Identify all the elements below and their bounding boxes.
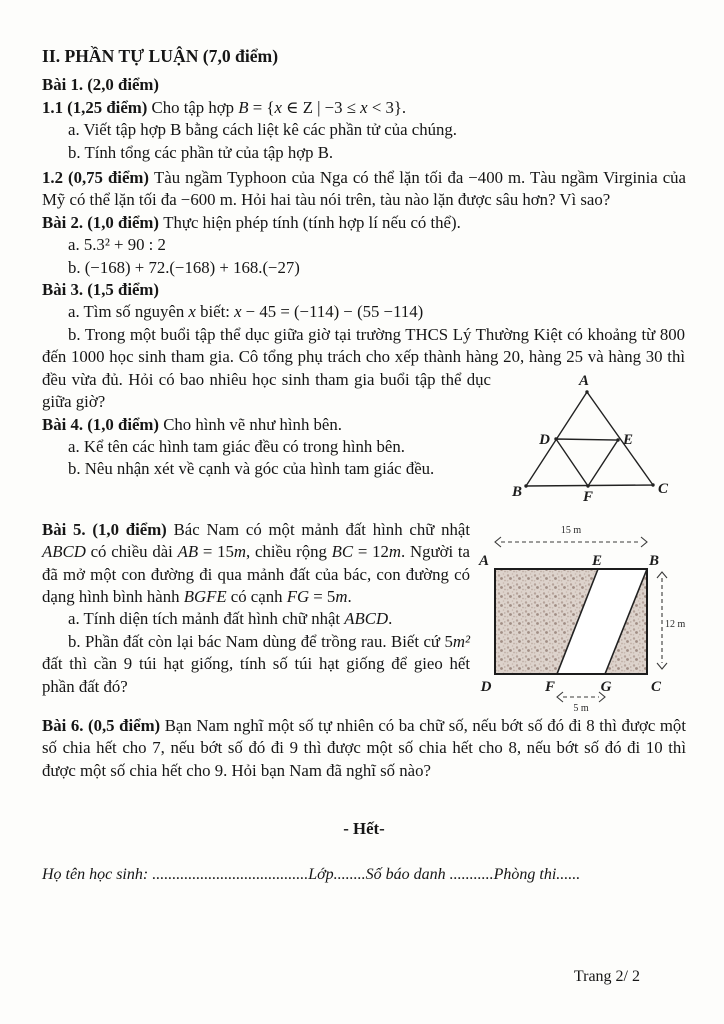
text-segment: a. Tính diện tích mảnh đất hình chữ nhật: [68, 609, 345, 629]
corner-label-d: D: [480, 678, 492, 695]
text-segment: a. Tìm số nguyên: [68, 302, 189, 322]
text-segment: b. Nêu nhận xét về cạnh và góc của hình tam giác đều.: [68, 459, 435, 479]
text-segment: Bài 4. (1,0 điểm): [42, 414, 164, 434]
text-segment: ABCD: [42, 542, 86, 562]
triangle-figure: [491, 369, 686, 504]
vertex-b-dot: [524, 484, 527, 487]
text-segment: b. (−168) + 72.(−168) + 168.(−27): [68, 257, 300, 277]
text-segment: có cạnh: [226, 586, 287, 606]
text-segment: Bài 2. (1,0 điểm): [42, 212, 164, 232]
corner-label-b: B: [648, 552, 660, 569]
text-segment: < 3}.: [367, 97, 407, 117]
edge-label-g: G: [600, 678, 612, 695]
text-segment: Bài 6. (0,5 điểm): [42, 715, 165, 735]
text-segment: Cho hình vẽ như hình bên.: [163, 414, 342, 434]
end-marker: - Hết-: [343, 818, 385, 838]
text-segment: a. Kể tên các hình tam giác đều có trong hình bên.: [68, 436, 405, 456]
triangle-figure-spacer: [685, 324, 686, 369]
vertex-label-f: F: [582, 488, 594, 504]
text-segment: BC: [331, 542, 354, 562]
text-segment: .: [388, 609, 393, 629]
text-segment: b. Phần đất còn lại bác Nam dùng để trồng rau. Biết cứ 5: [68, 631, 453, 651]
text-segment: Bạn Nam nghĩ một số tự nhiên có ba chữ số, nếu bớt số đó đi 8 thì được một số chia hết cho 7, nếu bớt số đó đi 9 thì được một số chia hết cho 8, nếu bớt số đó đi 10 thì được một số chia hết cho 9. Hỏi bạn Nam đã nghĩ số nào?: [42, 715, 686, 780]
exercise-1-title: [42, 74, 686, 96]
text-segment: biết:: [195, 302, 235, 322]
text-segment: = 5: [309, 586, 336, 606]
text-segment: = 12: [353, 542, 389, 562]
text-segment: FG: [286, 586, 310, 606]
text-segment: x: [234, 302, 242, 322]
arrowhead-right-icon: [641, 537, 647, 547]
arrowhead-down-icon: [657, 663, 667, 669]
vertex-label-e: E: [623, 431, 634, 448]
page-number: Trang 2/ 2: [573, 968, 640, 985]
text-segment: Thực hiện phép tính (tính hợp lí nếu có thể).: [163, 212, 461, 232]
exercise-1-1: [42, 97, 686, 119]
text-segment: = {: [248, 97, 275, 117]
vertex-e-dot: [616, 438, 619, 441]
text-segment: m: [335, 586, 348, 606]
text-segment: Bài 5. (1,0 điểm): [42, 519, 174, 539]
text-segment: b. Tính tổng các phần tử của tập hợp B.: [68, 142, 334, 162]
corner-label-c: C: [650, 678, 662, 695]
vertex-label-d: D: [539, 431, 550, 448]
vertex-c-dot: [651, 483, 654, 486]
vertex-label-c: C: [657, 480, 669, 497]
exercise-1-1-item-a: [42, 119, 686, 141]
text-segment: . Người ta đã mở một con đường đi qua mảnh đất của bác, con đường có dạng hình bình hành: [42, 542, 471, 606]
land-figure: [470, 519, 686, 715]
vertex-label-b: B: [511, 483, 523, 500]
dim-road-label: 5 m: [573, 702, 589, 714]
text-segment: m²: [452, 631, 470, 651]
land-figure-svg: [470, 519, 686, 715]
text-segment: a. 5.3² + 90 : 2: [68, 235, 166, 255]
text-segment: 1.1 (1,25 điểm): [42, 97, 152, 117]
exercise-5-block: [42, 519, 686, 714]
corner-label-a: A: [478, 552, 490, 569]
text-segment: x: [188, 302, 196, 322]
arrowhead-up-icon: [657, 572, 667, 578]
text-segment: m: [233, 542, 247, 562]
dim-height-label: 12 m: [665, 618, 686, 630]
exercise-6-intro: [42, 715, 686, 782]
exercise-1-2: [42, 167, 686, 212]
text-segment: b. Trong một buổi tập thể dục giữa giờ tại trường THCS Lý Thường Kiệt có khoảng từ 800 đến 1000 học sinh tham gia. Cô tổng phụ trách cho xếp thành hàng 20, hàng 25 và hàng 30 thì đều vừa đủ. Hỏi có bao nhiêu học sinh tham gia buổi tập thể dục giữa giờ?: [42, 324, 685, 412]
exercise-3-title: [42, 279, 686, 301]
text-segment: AB: [177, 542, 199, 562]
exercise-2-item-a: [42, 234, 686, 256]
edge-label-e: E: [591, 552, 603, 569]
text-segment: .: [347, 586, 352, 606]
text-segment: Bài 1. (2,0 điểm): [42, 75, 159, 95]
section-heading: [42, 45, 686, 67]
dim-width-label: 15 m: [560, 524, 582, 536]
arrowhead-left-icon: [495, 537, 501, 547]
text-segment: ABCD: [344, 609, 389, 629]
exercise-1-1-item-b: [42, 142, 686, 164]
triangle-def: [556, 439, 618, 486]
exercise-2-intro: [42, 212, 686, 234]
vertex-label-a: A: [578, 372, 590, 389]
vertex-a-dot: [585, 390, 588, 393]
vertex-f-dot: [586, 484, 589, 487]
edge-label-f: F: [544, 678, 556, 695]
vertex-d-dot: [554, 437, 557, 440]
text-segment: Tàu ngầm Typhoon của Nga có thể lặn tối đa −400 m. Tàu ngầm Virginia của Mỹ có thể lặn tối đa −600 m. Hỏi hai tàu nói trên, tàu nào lặn được sâu hơn? Vì sao?: [42, 168, 686, 210]
text-segment: a. Viết tập hợp B bằng cách liệt kê các phần tử của chúng.: [68, 120, 457, 140]
text-segment: B: [238, 97, 249, 117]
exercise-2-item-b: [42, 257, 686, 279]
text-segment: Bài 3. (1,5 điểm): [42, 280, 159, 300]
text-segment: II. PHẦN TỰ LUẬN (7,0 điểm): [42, 46, 279, 66]
text-segment: x: [360, 97, 368, 117]
text-segment: m: [388, 542, 402, 562]
text-segment: = 15: [198, 542, 234, 562]
arrowhead-road-left-icon: [557, 692, 563, 702]
text-segment: Cho tập hợp: [151, 97, 239, 117]
text-segment: , chiều rộng: [246, 542, 332, 562]
text-segment: x: [274, 97, 282, 117]
text-segment: ∈ Z | −3 ≤: [281, 97, 361, 117]
text-segment: Bác Nam có một mảnh đất hình chữ nhật: [173, 519, 470, 539]
triangle-figure-svg: [504, 369, 676, 504]
text-segment: có chiều dài: [85, 542, 178, 562]
text-segment: BGFE: [183, 586, 227, 606]
student-info-line: Họ tên học sinh: .......................................Lớp........Số báo danh ...........Phòng thi......: [42, 866, 581, 884]
text-segment: − 45 = (−114) − (55 −114): [241, 302, 424, 322]
text-segment: đất thì cần 9 túi hạt giống, tính số túi hạt giống để gieo hết phần đất đó?: [42, 654, 470, 696]
exercise-3-item-a: [42, 301, 686, 323]
text-segment: 1.2 (0,75 điểm): [42, 168, 155, 188]
